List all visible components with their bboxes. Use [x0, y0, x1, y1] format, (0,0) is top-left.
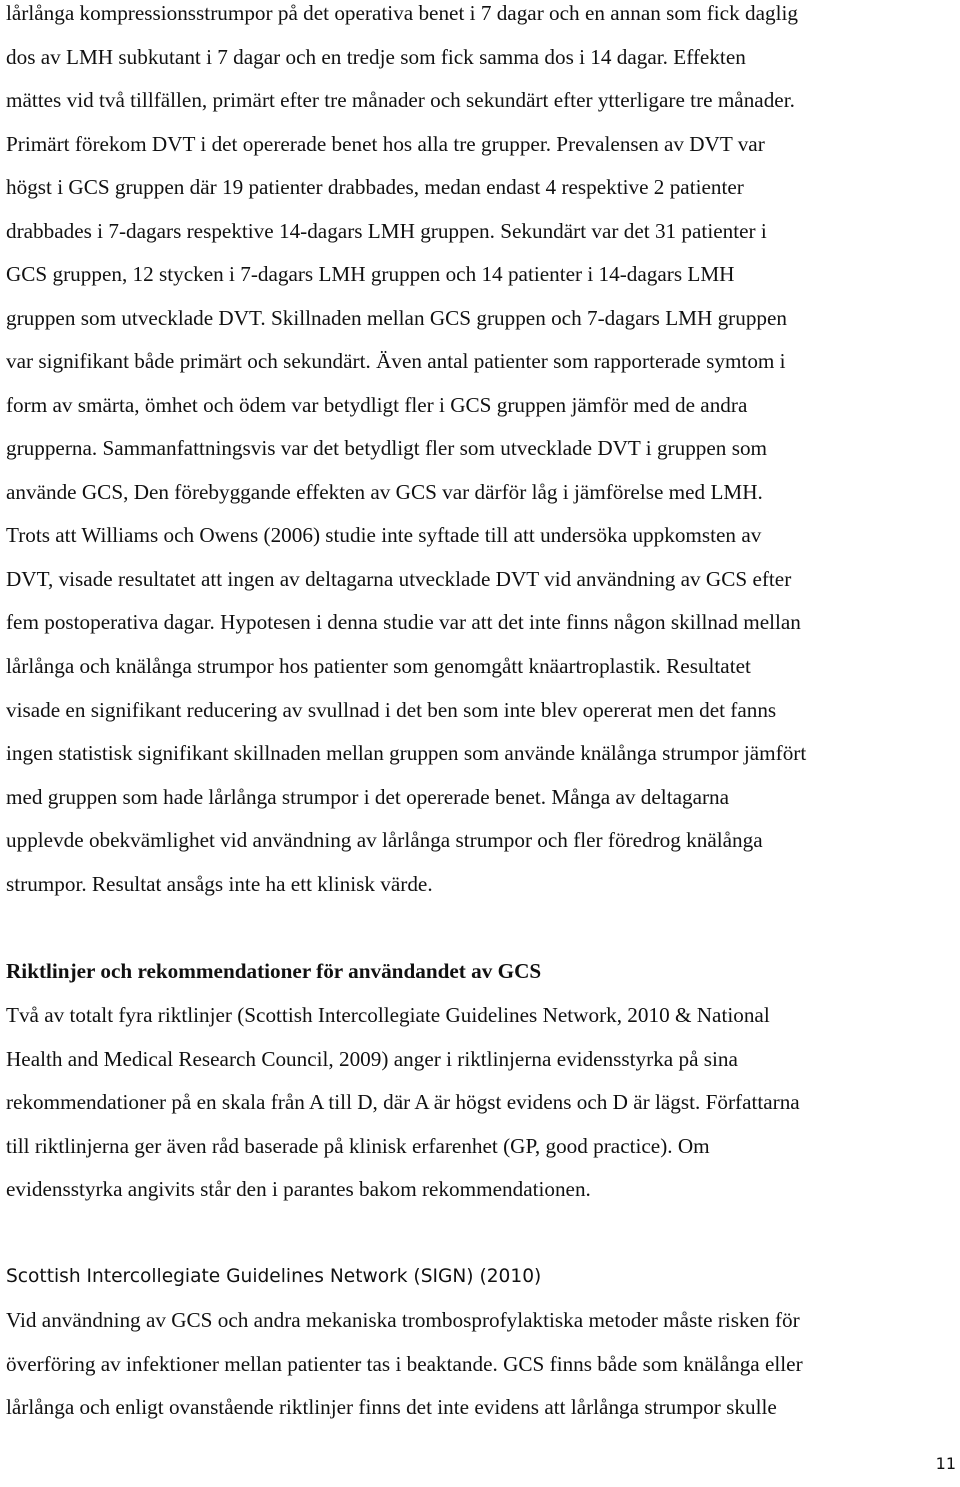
body-text-line: Health and Medical Research Council, 2009) anger i riktlinjerna evidensstyrka på sina — [6, 1047, 738, 1071]
body-text-line: strumpor. Resultat ansågs inte ha ett klinisk värde. — [6, 872, 433, 896]
body-text-line: form av smärta, ömhet och ödem var betydligt fler i GCS gruppen jämför med de andra — [6, 393, 748, 417]
body-text-line: Trots att Williams och Owens (2006) studie inte syftade till att undersöka uppkomsten av — [6, 523, 762, 547]
body-text-line: Primärt förekom DVT i det opererade benet hos alla tre grupper. Prevalensen av DVT var — [6, 132, 765, 156]
body-text-line: drabbades i 7-dagars respektive 14-dagars LMH gruppen. Sekundärt var det 31 patienter i — [6, 219, 767, 243]
body-text-line: använde GCS, Den förebyggande effekten av GCS var därför låg i jämförelse med LMH. — [6, 480, 763, 504]
body-text-line: grupperna. Sammanfattningsvis var det betydligt fler som utvecklade DVT i gruppen som — [6, 436, 768, 460]
body-text-line: lårlånga och knälånga strumpor hos patienter som genomgått knäartroplastik. Resultatet — [6, 654, 751, 678]
body-text-line: mättes vid två tillfällen, primärt efter tre månader och sekundärt efter ytterligare tre månader. — [6, 88, 795, 112]
body-text-line: lårlånga kompressionsstrumpor på det operativa benet i 7 dagar och en annan som fick daglig — [6, 1, 798, 25]
body-text-line: rekommendationer på en skala från A till D, där A är högst evidens och D är lägst. Författarna — [6, 1090, 800, 1114]
body-text-line: högst i GCS gruppen där 19 patienter drabbades, medan endast 4 respektive 2 patienter — [6, 175, 744, 199]
body-text-line: evidensstyrka angivits står den i parantes bakom rekommendationen. — [6, 1177, 591, 1201]
body-text-line: lårlånga och enligt ovanstående riktlinjer finns det inte evidens att lårlånga strumpor skulle — [6, 1395, 777, 1419]
guideline-subheading: Scottish Intercollegiate Guidelines Network (SIGN) (2010) — [6, 1266, 542, 1287]
body-text-line: var signifikant både primärt och sekundärt. Även antal patienter som rapporterade symtom i — [6, 349, 786, 373]
body-text-line: dos av LMH subkutant i 7 dagar och en tredje som fick samma dos i 14 dagar. Effekten — [6, 45, 746, 69]
body-text-line: DVT, visade resultatet att ingen av deltagarna utvecklade DVT vid användning av GCS efter — [6, 567, 792, 591]
body-text-line: överföring av infektioner mellan patienter tas i beaktande. GCS finns både som knälånga eller — [6, 1352, 803, 1376]
section-heading: Riktlinjer och rekommendationer för användandet av GCS — [6, 959, 542, 983]
body-text-line: upplevde obekvämlighet vid användning av lårlånga strumpor och fler föredrog knälånga — [6, 828, 763, 852]
body-text-line: GCS gruppen, 12 stycken i 7-dagars LMH gruppen och 14 patienter i 14-dagars LMH — [6, 262, 735, 286]
body-text-line: fem postoperativa dagar. Hypotesen i denna studie var att det inte finns någon skillnad mellan — [6, 610, 801, 634]
body-text-line: Vid användning av GCS och andra mekaniska trombosprofylaktiska metoder måste risken för — [6, 1308, 800, 1332]
body-text-line: visade en signifikant reducering av svullnad i det ben som inte blev opererat men det fanns — [6, 698, 777, 722]
page-number: 11 — [935, 1454, 956, 1473]
body-text-line: gruppen som utvecklade DVT. Skillnaden mellan GCS gruppen och 7-dagars LMH gruppen — [6, 306, 788, 330]
body-text-line: med gruppen som hade lårlånga strumpor i det opererade benet. Många av deltagarna — [6, 785, 730, 809]
body-text-line: ingen statistisk signifikant skillnaden mellan gruppen som använde knälånga strumpor jämfört — [6, 741, 807, 765]
body-text-line: Två av totalt fyra riktlinjer (Scottish Intercollegiate Guidelines Network, 2010 & National — [6, 1003, 770, 1027]
body-text-line: till riktlinjerna ger även råd baserade på klinisk erfarenhet (GP, good practice). Om — [6, 1134, 710, 1158]
